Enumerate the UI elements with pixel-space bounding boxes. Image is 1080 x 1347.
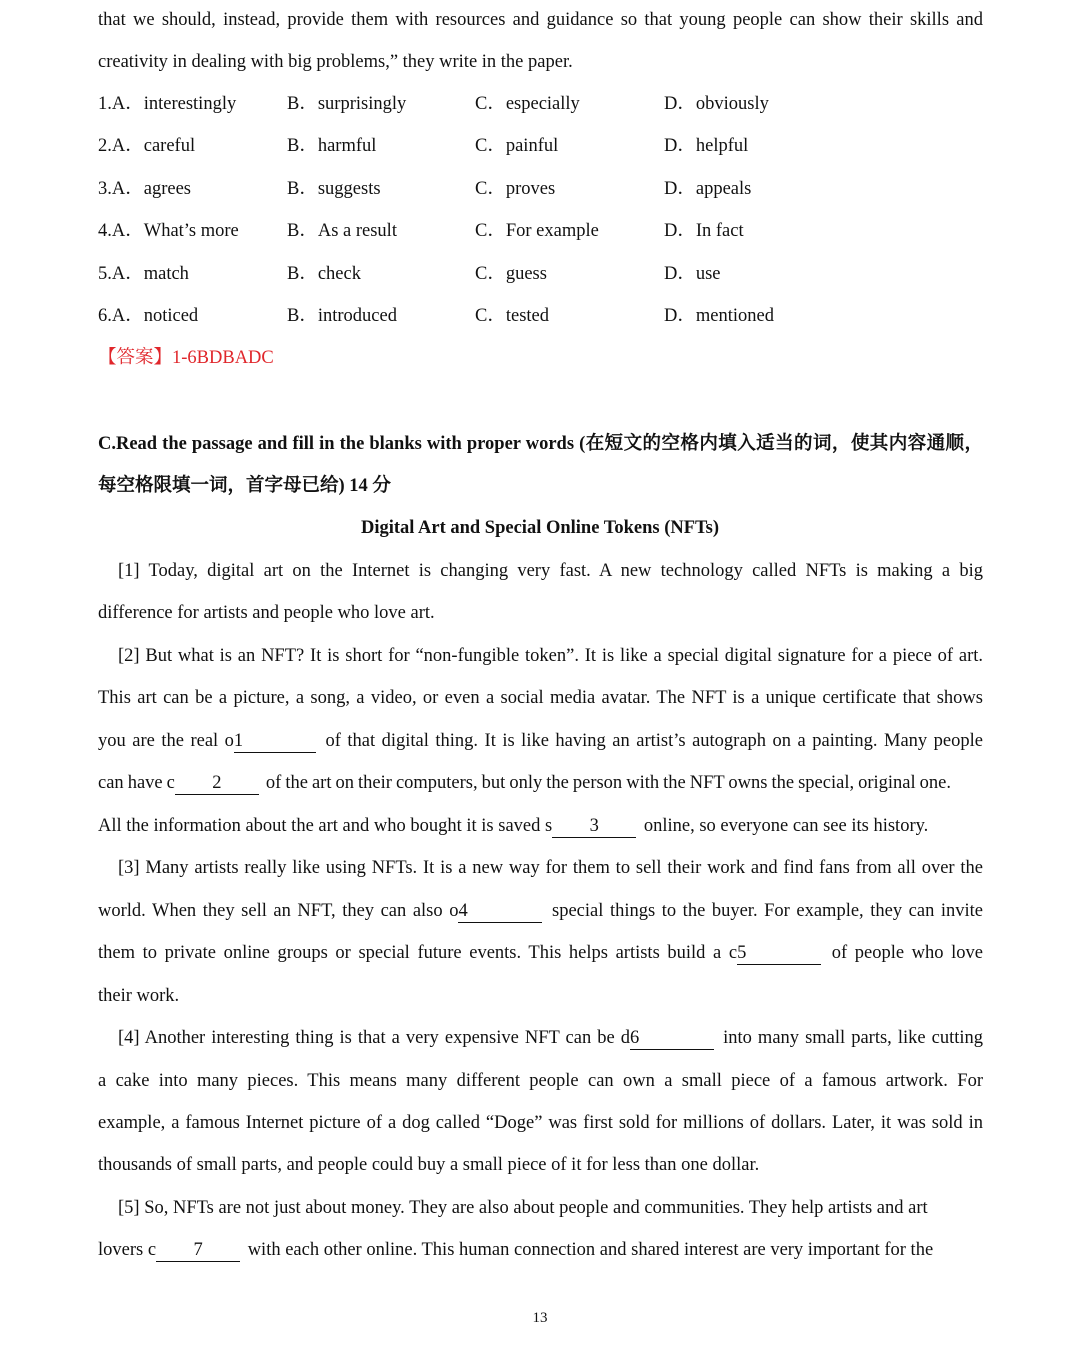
option-b: B．introduced	[287, 306, 397, 326]
option-d: D．In fact	[664, 221, 744, 241]
text-run: [4] Another interesting thing is that a very expensive NFT can be d	[118, 1028, 631, 1048]
option-c: C．guess	[475, 264, 547, 284]
option-d: D．helpful	[664, 136, 749, 156]
option-b: B．harmful	[287, 136, 377, 156]
option-d: D．mentioned	[664, 306, 774, 326]
paragraph-line	[98, 729, 983, 755]
paragraph-line: [1] Today, digital art on the Internet is changing very fast. A new technology called NFTs is making a big	[118, 561, 983, 581]
passage-title: Digital Art and Special Online Tokens (NFTs)	[360, 518, 720, 538]
blank-7[interactable]: 7	[156, 1241, 240, 1262]
paragraph-line: [2] But what is an NFT? It is short for “non-fungible token”. It is like a special digital signature for a piece of art.	[118, 646, 983, 666]
blank-3[interactable]: 3	[552, 817, 636, 838]
text-run: special things to the buyer. For example, they can invite	[552, 901, 984, 921]
option-d: D．obviously	[664, 94, 769, 114]
option-a: 5.A．match	[98, 264, 189, 284]
option-d: D．use	[664, 264, 721, 284]
text-run: of the art on their computers, but only the person with the NFT owns the special, original one.	[265, 773, 952, 793]
option-c: C．painful	[475, 136, 559, 156]
text-run: of people who love	[831, 943, 984, 963]
paragraph-line	[98, 771, 983, 797]
section-heading-line-1: C.Read the passage and fill in the blanks with proper words (在短文的空格内填入适当的词，使其内容通顺，	[98, 434, 983, 454]
option-b: B．surprisingly	[287, 94, 407, 114]
text-run: you are the real o	[98, 731, 234, 751]
text-run: into many small parts, like cutting	[723, 1028, 984, 1048]
paragraph-line: thousands of small parts, and people could buy a small piece of it for less than one dollar.	[98, 1155, 760, 1175]
option-b: B．suggests	[287, 179, 381, 199]
text-run: can have c	[98, 773, 175, 793]
text-run: with each other online. This human connection and shared interest are very important for the	[247, 1240, 934, 1260]
paragraph-line: their work.	[98, 986, 180, 1006]
text-run: All the information about the art and who bought it is saved s	[98, 816, 553, 836]
option-a: 3.A．agrees	[98, 179, 191, 199]
paragraph-line	[98, 1238, 958, 1264]
paragraph-line: [5] So, NFTs are not just about money. They are also about people and communities. They help artists and art	[118, 1198, 928, 1218]
paragraph-line	[98, 899, 983, 925]
blank-1[interactable]: 1	[234, 732, 316, 753]
intro-line-2: creativity in dealing with big problems,” they write in the paper.	[98, 52, 573, 72]
option-a: 6.A．noticed	[98, 306, 199, 326]
text-run: lovers c	[98, 1240, 157, 1260]
option-c: C．proves	[475, 179, 556, 199]
option-b: B．As a result	[287, 221, 397, 241]
option-c: C．especially	[475, 94, 580, 114]
paragraph-line	[118, 1026, 983, 1052]
option-a: 4.A．What’s more	[98, 221, 239, 241]
text-run: them to private online groups or special future events. This helps artists build a c	[98, 943, 738, 963]
option-d: D．appeals	[664, 179, 752, 199]
paragraph-line: a cake into many pieces. This means many different people can own a small piece of a famous artwork. For	[98, 1071, 983, 1091]
option-c: C．For example	[475, 221, 599, 241]
option-a: 2.A．careful	[98, 136, 196, 156]
text-run: of that digital thing. It is like having an artist’s autograph on a painting. Many people	[325, 731, 983, 751]
intro-line-1: that we should, instead, provide them with resources and guidance so that young people can show their skills and	[98, 10, 983, 30]
paragraph-line: This art can be a picture, a song, a video, or even a social media avatar. The NFT is a unique certificate that shows	[98, 688, 983, 708]
paragraph-line	[98, 814, 983, 840]
blank-2[interactable]: 2	[175, 774, 259, 795]
answer-key: 【答案】1-6BDBADC	[98, 348, 274, 368]
paragraph-line: example, a famous Internet picture of a dog called “Doge” was first sold for millions of dollars. Later, it was sold in	[98, 1113, 983, 1133]
section-heading-line-2: 每空格限填一词，首字母已给) 14 分	[98, 476, 391, 496]
blank-4[interactable]: 4	[458, 902, 542, 923]
paragraph-line	[98, 941, 983, 967]
option-a: 1.A．interestingly	[98, 94, 237, 114]
blank-5[interactable]: 5	[737, 944, 821, 965]
paragraph-line: [3] Many artists really like using NFTs. It is a new way for them to sell their work and find fans from all over the	[118, 858, 983, 878]
option-c: C．tested	[475, 306, 549, 326]
paragraph-line: difference for artists and people who love art.	[98, 603, 435, 623]
option-b: B．check	[287, 264, 361, 284]
page-number: 13	[532, 1310, 548, 1326]
text-run: online, so everyone can see its history.	[643, 816, 929, 836]
blank-6[interactable]: 6	[630, 1029, 714, 1050]
text-run: world. When they sell an NFT, they can also o	[98, 901, 459, 921]
